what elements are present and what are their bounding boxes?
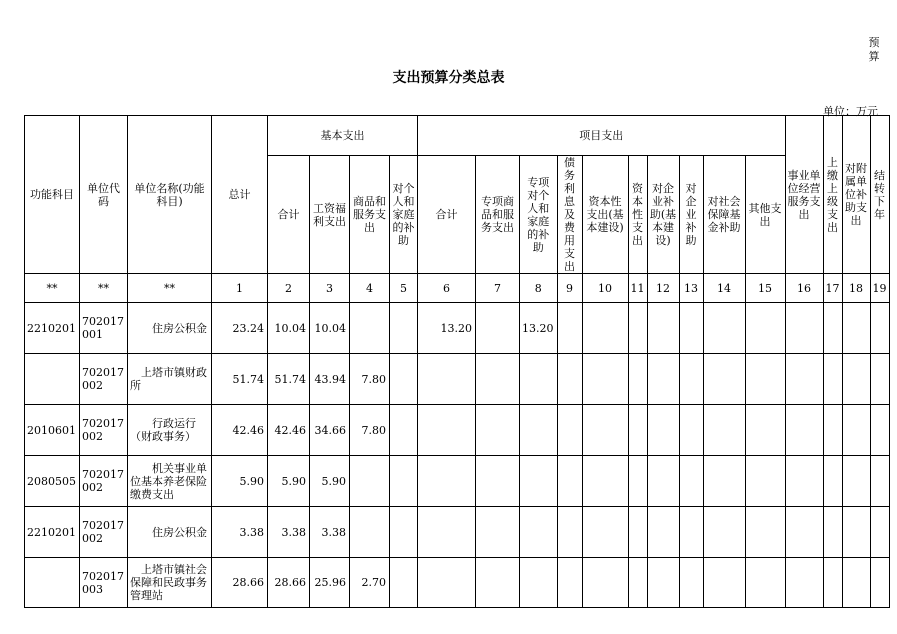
cell-code: 702017002 xyxy=(80,507,128,558)
cell-personal xyxy=(390,456,418,507)
header-row-1 xyxy=(25,116,890,156)
header-debt: 债务利息及费用支出 xyxy=(557,156,582,274)
cell-empty xyxy=(628,507,647,558)
cell-empty xyxy=(703,507,745,558)
cell-empty xyxy=(745,558,785,608)
cell-empty xyxy=(842,507,870,558)
cell-empty xyxy=(823,558,842,608)
cell-name: 行政运行（财政事务） xyxy=(128,405,212,456)
index-cell: 6 xyxy=(418,274,476,303)
index-cell: 17 xyxy=(823,274,842,303)
cell-empty xyxy=(647,558,679,608)
index-cell: 18 xyxy=(842,274,870,303)
cell-salary: 43.94 xyxy=(310,354,350,405)
cell-empty xyxy=(582,558,628,608)
cell-empty xyxy=(842,558,870,608)
cell-proj-personal xyxy=(520,405,558,456)
cell-code: 702017001 xyxy=(80,303,128,354)
cell-empty xyxy=(628,558,647,608)
cell-empty xyxy=(582,507,628,558)
cell-goods xyxy=(350,507,390,558)
cell-empty xyxy=(785,354,823,405)
header-basic: 基本支出 xyxy=(268,116,418,156)
table-row xyxy=(25,405,890,456)
cell-empty xyxy=(823,507,842,558)
cell-func: 2080505 xyxy=(25,456,80,507)
index-cell: ** xyxy=(80,274,128,303)
index-cell: ** xyxy=(128,274,212,303)
cell-empty xyxy=(870,354,889,405)
page-title: 支出预算分类总表 xyxy=(392,70,505,86)
cell-personal xyxy=(390,354,418,405)
cell-total: 3.38 xyxy=(212,507,268,558)
cell-empty xyxy=(823,405,842,456)
cell-total: 51.74 xyxy=(212,354,268,405)
cell-empty xyxy=(745,303,785,354)
cell-name: 机关事业单位基本养老保险缴费支出 xyxy=(128,456,212,507)
cell-empty xyxy=(823,303,842,354)
cell-total: 5.90 xyxy=(212,456,268,507)
cell-empty xyxy=(647,507,679,558)
cell-empty xyxy=(647,303,679,354)
header-proj-sum: 合计 xyxy=(418,156,476,274)
index-cell: 16 xyxy=(785,274,823,303)
cell-proj-goods xyxy=(476,507,520,558)
cell-empty xyxy=(679,354,703,405)
cell-personal xyxy=(390,303,418,354)
cell-empty xyxy=(679,456,703,507)
cell-proj-goods xyxy=(476,405,520,456)
cell-basic-sum: 51.74 xyxy=(268,354,310,405)
header-goods: 商品和服务支出 xyxy=(350,156,390,274)
cell-salary: 25.96 xyxy=(310,558,350,608)
index-cell: 10 xyxy=(582,274,628,303)
cell-empty xyxy=(842,354,870,405)
index-cell: 15 xyxy=(745,274,785,303)
cell-name: 上塔市镇财政所 xyxy=(128,354,212,405)
cell-proj-sum xyxy=(418,507,476,558)
cell-name: 住房公积金 xyxy=(128,303,212,354)
index-cell: 14 xyxy=(703,274,745,303)
cell-empty xyxy=(679,405,703,456)
index-cell: 2 xyxy=(268,274,310,303)
cell-salary: 5.90 xyxy=(310,456,350,507)
cell-code: 702017002 xyxy=(80,354,128,405)
header-total: 总计 xyxy=(212,116,268,274)
header-carry: 结转下年 xyxy=(870,116,889,274)
cell-empty xyxy=(703,354,745,405)
index-cell: 4 xyxy=(350,274,390,303)
header-func: 功能科目 xyxy=(25,116,80,274)
cell-proj-sum xyxy=(418,558,476,608)
index-row xyxy=(25,274,890,303)
cell-empty xyxy=(703,456,745,507)
cell-proj-personal xyxy=(520,354,558,405)
header-code: 单位代码 xyxy=(80,116,128,274)
cell-empty xyxy=(703,405,745,456)
cell-empty xyxy=(745,405,785,456)
header-enterprise2: 对企业补助 xyxy=(679,156,703,274)
cell-basic-sum: 28.66 xyxy=(268,558,310,608)
cell-goods: 7.80 xyxy=(350,354,390,405)
index-cell: 8 xyxy=(520,274,558,303)
header-project: 项目支出 xyxy=(418,116,786,156)
cell-empty xyxy=(785,405,823,456)
index-cell: 11 xyxy=(628,274,647,303)
cell-basic-sum: 3.38 xyxy=(268,507,310,558)
cell-empty xyxy=(679,558,703,608)
cell-personal xyxy=(390,507,418,558)
header-upper: 上缴上级支出 xyxy=(823,116,842,274)
cell-empty xyxy=(582,354,628,405)
table-row xyxy=(25,354,890,405)
cell-salary: 10.04 xyxy=(310,303,350,354)
cell-proj-goods xyxy=(476,354,520,405)
cell-personal xyxy=(390,405,418,456)
cell-empty xyxy=(785,558,823,608)
cell-empty xyxy=(870,405,889,456)
cell-total: 28.66 xyxy=(212,558,268,608)
cell-empty xyxy=(582,456,628,507)
cell-empty xyxy=(870,558,889,608)
header-name: 单位名称(功能科目) xyxy=(128,116,212,274)
cell-empty xyxy=(628,354,647,405)
cell-empty xyxy=(557,354,582,405)
cell-personal xyxy=(390,558,418,608)
cell-empty xyxy=(870,456,889,507)
header-capital2: 资本性支出 xyxy=(628,156,647,274)
cell-goods xyxy=(350,303,390,354)
cell-total: 42.46 xyxy=(212,405,268,456)
table-row xyxy=(25,507,890,558)
header-other: 其他支出 xyxy=(745,156,785,274)
cell-goods: 7.80 xyxy=(350,405,390,456)
cell-basic-sum: 5.90 xyxy=(268,456,310,507)
cell-empty xyxy=(557,303,582,354)
cell-empty xyxy=(785,303,823,354)
index-cell: ** xyxy=(25,274,80,303)
index-cell: 5 xyxy=(390,274,418,303)
cell-empty xyxy=(785,456,823,507)
cell-empty xyxy=(582,303,628,354)
cell-goods: 2.70 xyxy=(350,558,390,608)
cell-proj-sum xyxy=(418,456,476,507)
cell-empty xyxy=(679,507,703,558)
cell-name: 上塔市镇社会保障和民政事务管理站 xyxy=(128,558,212,608)
cell-empty xyxy=(647,456,679,507)
cell-empty xyxy=(703,303,745,354)
cell-empty xyxy=(745,354,785,405)
cell-proj-goods xyxy=(476,558,520,608)
cell-empty xyxy=(703,558,745,608)
unit-label: 单位：万元 xyxy=(823,105,878,118)
header-personal: 对个人和家庭的补助 xyxy=(390,156,418,274)
cell-func xyxy=(25,354,80,405)
cell-empty xyxy=(745,507,785,558)
header-social: 对社会保障基金补助 xyxy=(703,156,745,274)
cell-empty xyxy=(842,405,870,456)
cell-empty xyxy=(842,456,870,507)
table-row xyxy=(25,456,890,507)
cell-proj-personal: 13.20 xyxy=(520,303,558,354)
index-cell: 13 xyxy=(679,274,703,303)
header-proj-personal: 专项对个人和家庭的补助 xyxy=(520,156,558,274)
cell-proj-personal xyxy=(520,456,558,507)
cell-func: 2210201 xyxy=(25,507,80,558)
header-enterprise: 对企业补助(基本建设) xyxy=(647,156,679,274)
index-cell: 1 xyxy=(212,274,268,303)
index-cell: 19 xyxy=(870,274,889,303)
cell-basic-sum: 42.46 xyxy=(268,405,310,456)
cell-proj-sum xyxy=(418,405,476,456)
cell-empty xyxy=(557,456,582,507)
budget-table xyxy=(24,115,890,608)
cell-empty xyxy=(870,303,889,354)
index-cell: 3 xyxy=(310,274,350,303)
index-cell: 9 xyxy=(557,274,582,303)
cell-basic-sum: 10.04 xyxy=(268,303,310,354)
header-basic-sum: 合计 xyxy=(268,156,310,274)
corner-label: 预算 xyxy=(868,36,880,63)
cell-empty xyxy=(785,507,823,558)
cell-empty xyxy=(557,558,582,608)
cell-empty xyxy=(628,405,647,456)
cell-code: 702017002 xyxy=(80,405,128,456)
header-proj-goods: 专项商品和服务支出 xyxy=(476,156,520,274)
table-row xyxy=(25,303,890,354)
cell-empty xyxy=(557,507,582,558)
cell-empty xyxy=(823,456,842,507)
cell-proj-personal xyxy=(520,507,558,558)
cell-func: 2210201 xyxy=(25,303,80,354)
index-cell: 7 xyxy=(476,274,520,303)
cell-empty xyxy=(628,456,647,507)
header-business: 事业单位经营服务支出 xyxy=(785,116,823,274)
cell-proj-sum xyxy=(418,354,476,405)
header-capital: 资本性支出(基本建设) xyxy=(582,156,628,274)
cell-empty xyxy=(870,507,889,558)
cell-empty xyxy=(823,354,842,405)
cell-func: 2010601 xyxy=(25,405,80,456)
cell-salary: 34.66 xyxy=(310,405,350,456)
cell-empty xyxy=(647,354,679,405)
cell-code: 702017002 xyxy=(80,456,128,507)
cell-code: 702017003 xyxy=(80,558,128,608)
cell-empty xyxy=(745,456,785,507)
cell-name: 住房公积金 xyxy=(128,507,212,558)
table-row xyxy=(25,558,890,608)
cell-func xyxy=(25,558,80,608)
header-salary: 工资福利支出 xyxy=(310,156,350,274)
cell-proj-goods xyxy=(476,456,520,507)
cell-total: 23.24 xyxy=(212,303,268,354)
cell-empty xyxy=(679,303,703,354)
cell-empty xyxy=(582,405,628,456)
cell-empty xyxy=(647,405,679,456)
cell-proj-sum: 13.20 xyxy=(418,303,476,354)
cell-salary: 3.38 xyxy=(310,507,350,558)
cell-empty xyxy=(628,303,647,354)
cell-goods xyxy=(350,456,390,507)
cell-empty xyxy=(557,405,582,456)
header-subsidiary: 对附属单位补助支出 xyxy=(842,116,870,274)
cell-proj-personal xyxy=(520,558,558,608)
cell-proj-goods xyxy=(476,303,520,354)
cell-empty xyxy=(842,303,870,354)
index-cell: 12 xyxy=(647,274,679,303)
